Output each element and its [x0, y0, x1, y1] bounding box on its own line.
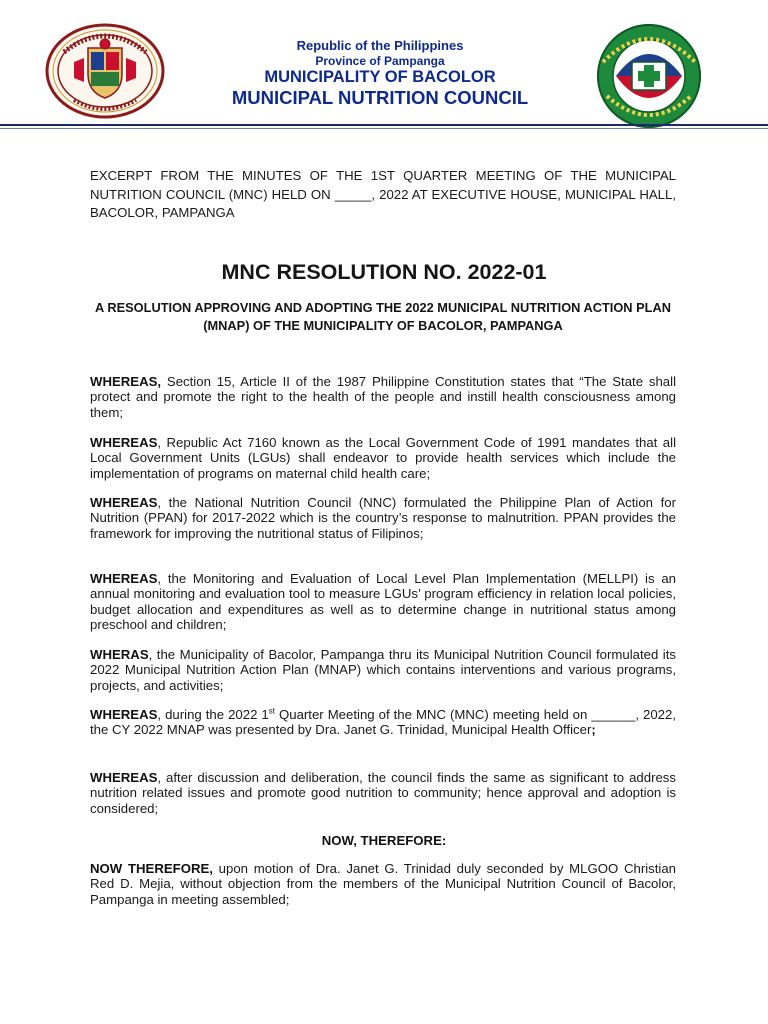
now-therefore-paragraph — [90, 861, 676, 907]
letterhead-text — [170, 38, 590, 109]
whereas-keyword: WHEREAS — [90, 495, 158, 510]
whereas-keyword: WHEREAS — [90, 435, 158, 450]
whereas-paragraph-1 — [90, 374, 676, 420]
now-therefore-heading: NOW, THEREFORE: — [321, 833, 447, 848]
resolution-title: MNC RESOLUTION NO. 2022-01 — [221, 260, 547, 284]
whereas-keyword: WHERAS — [90, 647, 149, 662]
whereas-text: , the Monitoring and Evaluation of Local Level Plan Implementation (MELLPI) is an annual monitoring and evaluation tool to measure LGUs’ program efficiency in relation local policies, budget allocation and expenditures as well as to determine change in nutritional status among preschool and children; — [90, 571, 676, 633]
department-of-health-seal — [593, 22, 705, 130]
whereas-keyword: WHEREAS — [90, 707, 158, 722]
whereas-text: , after discussion and deliberation, the council finds the same as significant to address nutrition related issues and promote good nutrition to community; hence approval and adoption is considered; — [90, 770, 676, 816]
whereas-text: , the National Nutrition Council (NNC) formulated the Philippine Plan of Action for Nutrition (PPAN) for 2017-2022 which is the country’s response to malnutrition. PPAN provides the framework for improving the nutritional status of Filipinos; — [90, 495, 676, 541]
resolution-subtitle: A RESOLUTION APPROVING AND ADOPTING THE 2022 MUNICIPAL NUTRITION ACTION PLAN (MNAP) OF THE MUNICIPALITY OF BACOLOR, PAMPANGA — [95, 300, 671, 333]
whereas-paragraph-4 — [90, 571, 676, 633]
whereas-paragraph-2 — [90, 435, 676, 481]
whereas-paragraph-7 — [90, 770, 676, 816]
province-line: Province of Pampanga — [315, 54, 445, 68]
municipality-of-bacolor-seal — [44, 22, 166, 120]
whereas-keyword: WHEREAS, — [90, 374, 162, 389]
letterhead — [0, 0, 768, 130]
ordinal-superscript: st — [268, 706, 275, 716]
municipality-line: MUNICIPALITY OF BACOLOR — [264, 68, 496, 86]
whereas-paragraph-5 — [90, 647, 676, 693]
whereas-paragraph-3 — [90, 495, 676, 541]
whereas-text: Section 15, Article II of the 1987 Philippine Constitution states that “The State shall protect and promote the right to the health of the people and instill health consciousness among them; — [90, 374, 676, 420]
header-rule-thick — [0, 124, 768, 126]
republic-line: Republic of the Philippines — [296, 38, 464, 53]
now-therefore-keyword: NOW THEREFORE, — [90, 861, 213, 876]
whereas-text: Quarter Meeting of the MNC (MNC) meeting held on ______, 2022, the CY 2022 MNAP was presented by Dra. Janet G. Trinidad, Municipal Health Officer — [90, 707, 677, 738]
whereas-text: , during the 2022 1 — [157, 707, 269, 722]
whereas-text: , Republic Act 7160 known as the Local Government Code of 1991 mandates that all Local Government Units (LGUs) shall endeavor to provide health services which include the implementation of programs on maternal child health care; — [90, 435, 676, 481]
whereas-keyword: WHEREAS — [90, 770, 158, 785]
header-rule-thin — [0, 128, 768, 129]
whereas-text: , the Municipality of Bacolor, Pampanga thru its Municipal Nutrition Council formulated its 2022 Municipal Nutrition Action Plan (MNAP) which contains interventions and various programs, projects, and activities; — [90, 647, 676, 693]
now-therefore-text: upon motion of Dra. Janet G. Trinidad duly seconded by MLGOO Christian Red D. Mejia, without objection from the members of the Municipal Nutrition Council of Bacolor, Pampanga in meeting assembled; — [90, 861, 676, 907]
whereas-keyword: WHEREAS — [90, 571, 158, 586]
whereas-end-mark: ; — [591, 722, 596, 738]
whereas-paragraph-6 — [90, 707, 676, 738]
council-line: MUNICIPAL NUTRITION COUNCIL — [231, 87, 529, 108]
minutes-excerpt: EXCERPT FROM THE MINUTES OF THE 1ST QUARTER MEETING OF THE MUNICIPAL NUTRITION COUNCIL (MNC) HELD ON _____, 2022 AT EXECUTIVE HOUSE, MUNICIPAL HALL, BACOLOR, PAMPANGA — [90, 168, 676, 220]
